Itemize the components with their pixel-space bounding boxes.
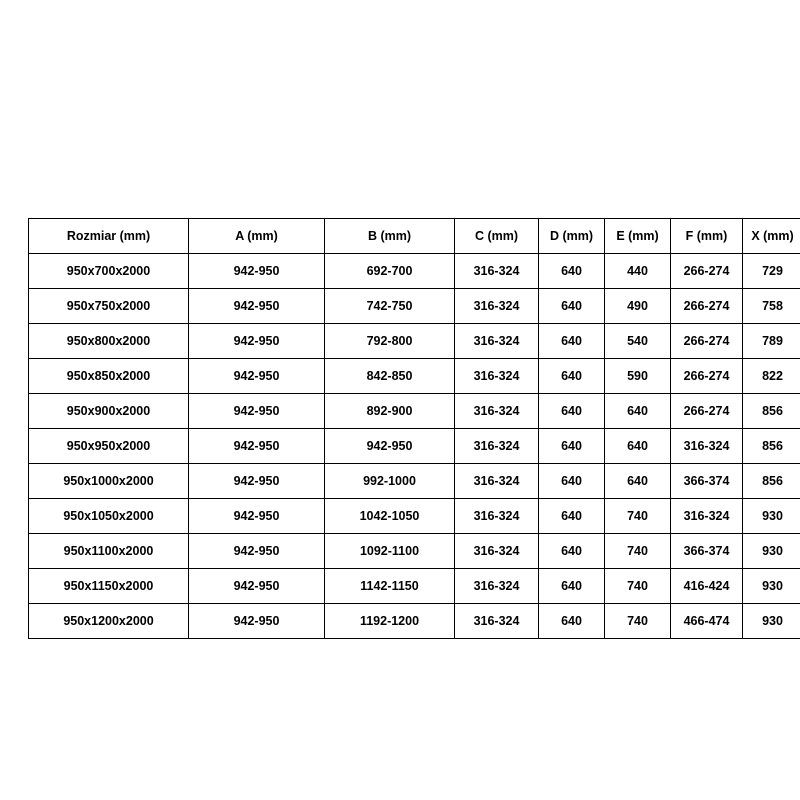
cell-a: 942-950: [189, 534, 325, 569]
cell-f: 316-324: [671, 429, 743, 464]
cell-f: 266-274: [671, 359, 743, 394]
cell-f: 416-424: [671, 569, 743, 604]
cell-c: 316-324: [455, 254, 539, 289]
cell-c: 316-324: [455, 569, 539, 604]
cell-e: 740: [605, 569, 671, 604]
cell-size: 950x1150x2000: [29, 569, 189, 604]
table-row: [29, 429, 800, 464]
cell-d: 640: [539, 359, 605, 394]
table-row: [29, 254, 800, 289]
cell-d: 640: [539, 394, 605, 429]
cell-size: 950x750x2000: [29, 289, 189, 324]
cell-d: 640: [539, 534, 605, 569]
cell-f: 366-374: [671, 534, 743, 569]
table-header: [29, 219, 800, 254]
cell-b: 1092-1100: [325, 534, 455, 569]
cell-c: 316-324: [455, 604, 539, 639]
cell-x: 930: [743, 604, 800, 639]
cell-f: 266-274: [671, 324, 743, 359]
cell-c: 316-324: [455, 324, 539, 359]
cell-d: 640: [539, 464, 605, 499]
cell-e: 590: [605, 359, 671, 394]
cell-a: 942-950: [189, 324, 325, 359]
cell-e: 740: [605, 534, 671, 569]
cell-d: 640: [539, 499, 605, 534]
cell-a: 942-950: [189, 359, 325, 394]
cell-e: 440: [605, 254, 671, 289]
table-row: [29, 289, 800, 324]
column-header-b: B (mm): [325, 219, 455, 254]
cell-c: 316-324: [455, 359, 539, 394]
cell-f: 266-274: [671, 289, 743, 324]
cell-e: 740: [605, 499, 671, 534]
cell-x: 789: [743, 324, 800, 359]
cell-b: 892-900: [325, 394, 455, 429]
cell-a: 942-950: [189, 569, 325, 604]
cell-b: 1042-1050: [325, 499, 455, 534]
cell-d: 640: [539, 254, 605, 289]
cell-f: 366-374: [671, 464, 743, 499]
cell-d: 640: [539, 569, 605, 604]
cell-e: 740: [605, 604, 671, 639]
column-header-e: E (mm): [605, 219, 671, 254]
table-row: [29, 604, 800, 639]
cell-size: 950x1200x2000: [29, 604, 189, 639]
cell-size: 950x900x2000: [29, 394, 189, 429]
table-row: [29, 324, 800, 359]
cell-c: 316-324: [455, 394, 539, 429]
cell-size: 950x1050x2000: [29, 499, 189, 534]
cell-e: 640: [605, 464, 671, 499]
cell-c: 316-324: [455, 534, 539, 569]
cell-d: 640: [539, 289, 605, 324]
cell-size: 950x850x2000: [29, 359, 189, 394]
cell-a: 942-950: [189, 429, 325, 464]
cell-b: 942-950: [325, 429, 455, 464]
cell-a: 942-950: [189, 499, 325, 534]
cell-b: 742-750: [325, 289, 455, 324]
cell-a: 942-950: [189, 289, 325, 324]
cell-c: 316-324: [455, 499, 539, 534]
cell-d: 640: [539, 324, 605, 359]
cell-d: 640: [539, 604, 605, 639]
cell-b: 792-800: [325, 324, 455, 359]
cell-size: 950x1100x2000: [29, 534, 189, 569]
table-body: [29, 254, 800, 639]
cell-x: 930: [743, 534, 800, 569]
table-row: [29, 569, 800, 604]
cell-size: 950x1000x2000: [29, 464, 189, 499]
cell-a: 942-950: [189, 604, 325, 639]
cell-a: 942-950: [189, 464, 325, 499]
table-row: [29, 394, 800, 429]
cell-x: 729: [743, 254, 800, 289]
cell-e: 540: [605, 324, 671, 359]
cell-a: 942-950: [189, 254, 325, 289]
cell-b: 992-1000: [325, 464, 455, 499]
cell-b: 1192-1200: [325, 604, 455, 639]
cell-f: 316-324: [671, 499, 743, 534]
cell-x: 758: [743, 289, 800, 324]
cell-b: 1142-1150: [325, 569, 455, 604]
cell-c: 316-324: [455, 429, 539, 464]
table-row: [29, 499, 800, 534]
column-header-x: X (mm): [743, 219, 800, 254]
cell-x: 822: [743, 359, 800, 394]
cell-f: 266-274: [671, 254, 743, 289]
cell-size: 950x800x2000: [29, 324, 189, 359]
table-header-row: [29, 219, 800, 254]
cell-c: 316-324: [455, 464, 539, 499]
cell-x: 856: [743, 394, 800, 429]
cell-e: 640: [605, 429, 671, 464]
table-row: [29, 464, 800, 499]
cell-b: 692-700: [325, 254, 455, 289]
table-row: [29, 534, 800, 569]
table-row: [29, 359, 800, 394]
cell-x: 930: [743, 499, 800, 534]
column-header-f: F (mm): [671, 219, 743, 254]
cell-x: 856: [743, 429, 800, 464]
dimensions-table-container: [28, 218, 794, 639]
cell-x: 930: [743, 569, 800, 604]
cell-size: 950x950x2000: [29, 429, 189, 464]
cell-f: 466-474: [671, 604, 743, 639]
cell-a: 942-950: [189, 394, 325, 429]
column-header-size: Rozmiar (mm): [29, 219, 189, 254]
cell-size: 950x700x2000: [29, 254, 189, 289]
cell-d: 640: [539, 429, 605, 464]
cell-f: 266-274: [671, 394, 743, 429]
column-header-c: C (mm): [455, 219, 539, 254]
cell-b: 842-850: [325, 359, 455, 394]
dimensions-table: [28, 218, 800, 639]
cell-x: 856: [743, 464, 800, 499]
column-header-a: A (mm): [189, 219, 325, 254]
cell-c: 316-324: [455, 289, 539, 324]
cell-e: 640: [605, 394, 671, 429]
column-header-d: D (mm): [539, 219, 605, 254]
cell-e: 490: [605, 289, 671, 324]
